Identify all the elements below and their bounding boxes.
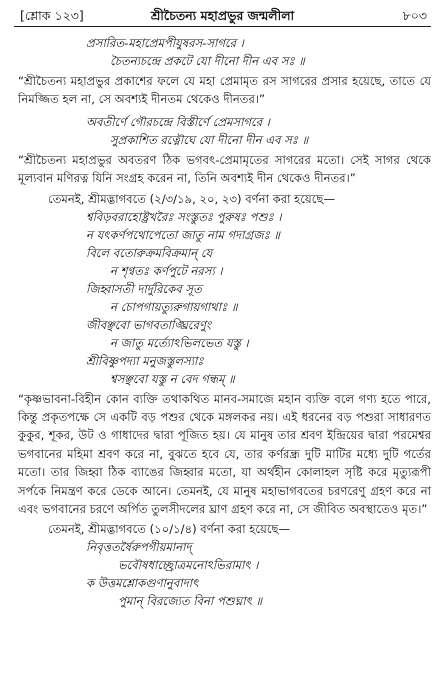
verse-line: চৈতন্যচন্দ্রে প্রকটে যো দীনো দীন এব সঃ ॥ — [110, 54, 305, 68]
citation-intro: তেমনই, শ্রীমদ্ভাগবতে (১০/১/৪) বর্ণনা করা হয়েছে— — [48, 522, 291, 537]
verse-line: সুপ্রকাশিত রত্নৌঘে যো দীনো দীন এব সঃ ॥ — [110, 132, 309, 147]
page-body — [14, 34, 431, 610]
translation-paragraph: “কৃষ্ণভাবনা-বিহীন কোন ব্যক্তি তথাকথিত মানব-সমাজে মহান ব্যক্তি বলে গণ্য হতে পারে, কিন্তু প্রকৃতপক্ষে সে একটি বড় পশুর থেকে মঙ্গলকর নয়। এই ধরনের বড় পশুরা সাধারণত কুকুর, শূকর, উট ও গাধাদের দ্বারা পূজিত হয়। যে মানুষ তার শ্রবণ ইন্দ্রিয়ের দ্বারা পরমেশ্বর ভগবানের মহিমা শ্রবণ করে না, বুঝতে হবে যে, তার কর্ণরন্ধ্র দুটি মাটির মধ্যে দুটি গর্তের মতো। তার জিহ্বা ঠিক ব্যাঙের জিহ্বার মতো, যা অর্থহীন কোলাহল সৃষ্টি করে মৃত্যুরূপী সর্পকে নিমন্ত্রণ করে ডেকে আনে। তেমনই, যে মানুষ মহাভাগবতের চরণরেণু গ্রহণ করে না এবং ভগবানের চরণে অর্পিত তুলসীদলের ঘ্রাণ গ্রহণ করে না, সে জীবিত অবস্থাতেও মৃত।” — [18, 391, 431, 517]
verse-line: শ্রীবিষ্ণুপদ্যা মনুজস্তুলস্যাঃ — [86, 353, 204, 368]
verse-line: শ্ববিড়বরাহোষ্ট্রখরৈঃ সংস্তুতঃ পুরুষঃ পশুঃ । — [86, 209, 282, 224]
page-number: ৮০৩ — [402, 8, 427, 23]
verse-line: নিবৃত্ততর্ষৈরুপগীয়মানাদ্ — [86, 540, 192, 555]
verse-line: পুমান্ বিরজ্যেত বিনা পশুঘ্নাৎ ॥ — [118, 594, 263, 609]
running-title: শ্রীচৈতন্য মহাপ্রভুর জন্মলীলা — [150, 8, 295, 23]
verse-line: বিলে বতোরুক্রমবিক্রমান্ যে — [86, 245, 213, 260]
verse-line: জীবঞ্ছবো ভাগবতাঙ্ঘ্রিরেণুং — [86, 317, 211, 332]
verse-line: জিহ্বাসতী দার্দুরিকেব সূত — [86, 281, 202, 296]
translation-paragraph: “শ্রীচৈতন্য মহাপ্রভুর অবতরণ ঠিক ভগবৎ-প্রেমামৃতের সাগরের মতো। সেই সাগর থেকে মূল্যবান মণিরত্ন যিনি সংগ্রহ করেন না, তিনি অবশ্যই দীন থেকেও দীনতর।” — [18, 152, 431, 186]
verse-line: ক উত্তমশ্লোকগুণানুবাদাৎ — [86, 576, 199, 591]
verse-line: অবতীর্ণে গৌরচন্দ্রে বিস্তীর্ণে প্রেমসাগরে । — [86, 114, 270, 129]
verse-line: ন চোপগায়ত্যুরুগায়গাথাঃ ॥ — [110, 299, 238, 314]
verse-line: ন জাতু মর্ত্যোঽভিলভেত যস্তু । — [110, 335, 249, 350]
verse-line: ন শৃণ্বতঃ কর্ণপুটে নরস্য । — [110, 263, 223, 278]
citation-intro: তেমনই, শ্রীমদ্ভাগবতে (২/৩/১৯, ২০, ২৩) বর্ণনা করা হয়েছে— — [48, 191, 336, 206]
verse-line: ভবৌষধাচ্ছ্রোত্রমনোঽভিরামাৎ । — [118, 558, 259, 573]
verse-line: শ্বসঞ্ছবো যস্তু ন বেদ গন্ধম্ ॥ — [110, 371, 235, 386]
verse-reference: [শ্লোক ১২৩] — [20, 8, 84, 23]
verse-line: ন যৎকর্ণপথোপেতো জাতু নাম গদাগ্রজঃ ॥ — [86, 227, 280, 242]
page-header — [14, 8, 431, 27]
translation-paragraph: “শ্রীচৈতন্য মহাপ্রভুর প্রকাশের ফলে যে মহা প্রেমামৃত রস সাগরের প্রসার হয়েছে, তাতে যে নিমজ্জিত হল না, সে অবশ্যই দীনতম থেকেও দীনতর।” — [18, 74, 431, 107]
verse-line: প্রসারিত-মহাপ্রেমপীযুষরস-সাগরে । — [86, 36, 244, 50]
